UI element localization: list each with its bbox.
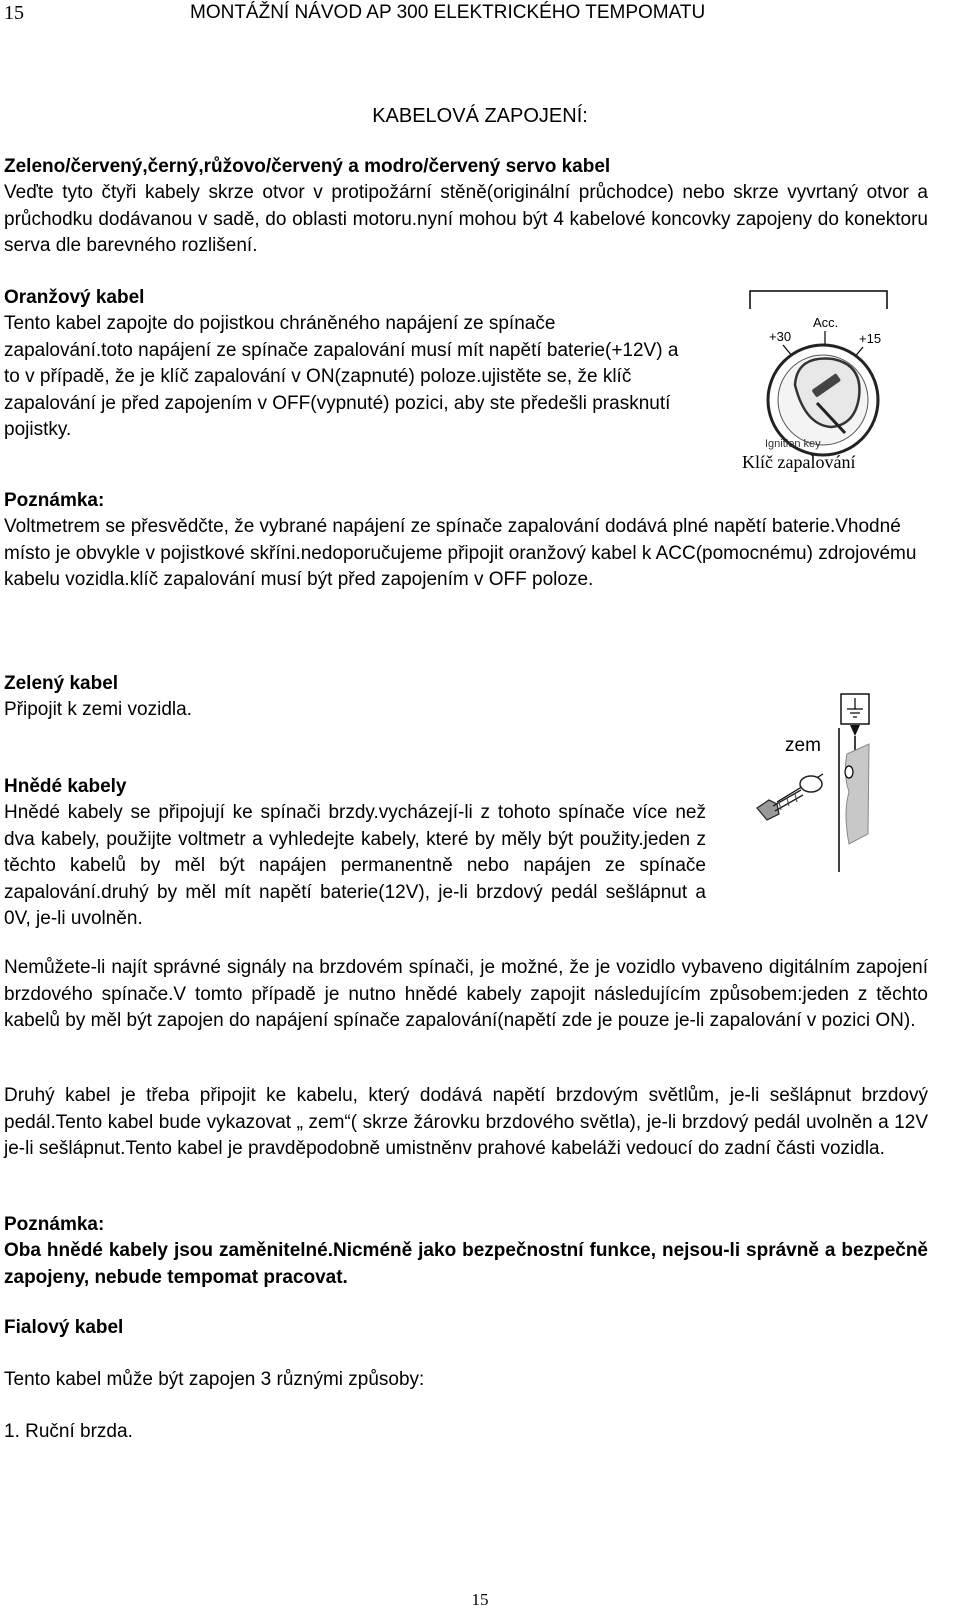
ground-illustration [755, 692, 880, 877]
orange-heading: Oranžový kabel [4, 287, 145, 308]
note2-text: Oba hnědé kabely jsou zaměnitelné.Nicméně jako bezpečnostní funkce, nejsou-li správně a bezpečně zapojeny, nebude tempomat pracovat. [4, 1240, 928, 1288]
note1-text: Voltmetrem se přesvědčte, že vybrané napájení ze spínače zapalování dodává plné napětí baterie.Vhodné místo je obvykle v pojistkové skříni.nedoporučujeme připojit oranžový kabel k ACC(pomocnému) zdrojovému kabelu vozidla.klíč zapalování musí být před zapojením v OFF poloze. [4, 516, 917, 590]
violet-item-1: 1. Ruční brzda. [4, 1421, 133, 1442]
second-cable-paragraph: Druhý kabel je třeba připojit ke kabelu, který dodává napětí brzdovým světlům, je-li sešlápnut brzdový pedál.Tento kabel bude vykazovat „ zem“( skrze žárovku brzdového světla), je-li brzdový pedál uvolněn a 12V je-li sešlápnut.Tento kabel je pravděpodobně umistněnv prahové kabeláži vedoucí do zadní části vozidla. [4, 1085, 928, 1159]
ignition-plus15-label: +15 [859, 331, 882, 346]
violet-heading: Fialový kabel [4, 1317, 124, 1338]
footer-page-number: 15 [471, 1590, 489, 1609]
servo-text: Veďte tyto čtyři kabely skrze otvor v protipožární stěně(originální průchodce) nebo skrze vyvrtaný otvor a průchodku dodávanou v sadě, do oblasti motoru.nyní mohou být 4 kabelové koncovky zapojeny do konektoru serva dle barevného rozlišení. [4, 182, 928, 256]
violet-intro: Tento kabel může být zapojen 3 různými způsoby: [4, 1369, 425, 1390]
ignition-plus30-label: +30 [769, 329, 792, 344]
header-title: MONTÁŽNÍ NÁVOD AP 300 ELEKTRICKÉHO TEMPOMATU [190, 2, 706, 23]
green-text: Připojit k zemi vozidla. [4, 699, 192, 720]
brown-text: Hnědé kabely se připojují ke spínači brzdy.vycházejí-li z tohoto spínače více než dva kabely, použijte voltmetr a vyhledejte kabely, které by měly být použity.jeden z těchto kabelů by měl být napájen permanentně nebo napájen ze spínače zapalování.druhý by měl mít napětí baterie(12V), je-li brzdový pedál sešlápnut a 0V, je-li uvolněn. [4, 802, 706, 929]
brown-heading: Hnědé kabely [4, 776, 127, 797]
green-heading: Zelený kabel [4, 673, 119, 694]
ignition-acc-label: Acc. [813, 315, 839, 330]
ignition-bottom-label: Ignition key [765, 438, 821, 450]
document-title: KABELOVÁ ZAPOJENÍ: [372, 105, 588, 127]
header-page-number: 15 [4, 2, 24, 24]
ignition-key-illustration [745, 285, 945, 460]
servo-heading: Zeleno/červený,černý,růžovo/červený a modro/červený servo kabel [4, 156, 611, 177]
ignition-caption: Klíč zapalování [742, 452, 856, 472]
orange-text: Tento kabel zapojte do pojistkou chráněného napájení ze spínače zapalování.toto napájení ze spínače zapalování musí mít napětí baterie(+12V) a to v případě, že je klíč zapalování v ON(zapnuté) poloze.ujistěte se, že klíč zapalování je před zapojením v OFF(vypnuté) pozici, aby ste předešli prasknutí pojistky. [4, 313, 679, 440]
ground-label: zem [785, 735, 821, 756]
note2-heading: Poznámka: [4, 1214, 105, 1235]
signals-paragraph: Nemůžete-li najít správné signály na brzdovém spínači, je možné, že je vozidlo vybaveno digitálním zapojení brzdového spínače.V tomto případě je nutno hnědé kabely zapojit následujícím způsobem:jeden z těchto kabelů by měl být zapojen do napájení spínače zapalování(napětí zde je pouze je-li zapalování v pozici ON). [4, 957, 928, 1031]
note1-heading: Poznámka: [4, 490, 105, 511]
